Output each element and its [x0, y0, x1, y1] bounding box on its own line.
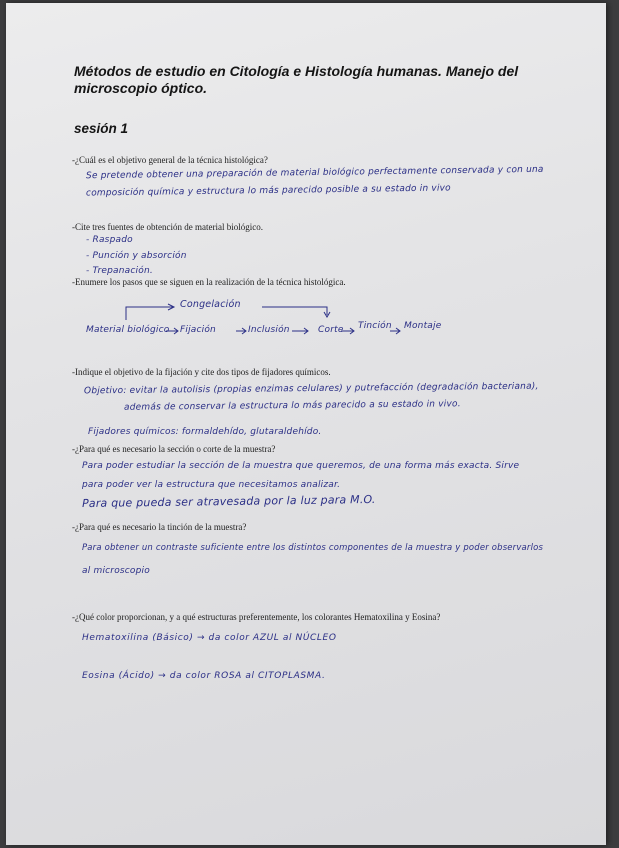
- question-2: -Cite tres fuentes de obtención de material biológico.: [72, 222, 263, 232]
- answer-7-line-2: Eosina (Ácido) → da color ROSA al CITOPLASMA.: [82, 671, 326, 681]
- session-heading: sesión 1: [74, 121, 129, 136]
- question-1: -¿Cuál es el objetivo general de la técnica histológica?: [72, 155, 268, 165]
- worksheet-page: [6, 3, 606, 845]
- answer-1-line-1: Se pretende obtener una preparación de material biológico perfectamente conservada y con una: [85, 164, 544, 182]
- answer-2-item-3: - Trepanación.: [86, 266, 153, 276]
- flow-step-montaje: Montaje: [404, 321, 442, 331]
- flow-step-material: Material biológico: [86, 325, 170, 335]
- answer-5-line-2: para poder ver la estructura que necesitamos analizar.: [82, 480, 341, 490]
- flow-step-inclusion: Inclusión: [248, 325, 290, 335]
- answer-2-item-2: - Punción y absorción: [86, 251, 187, 261]
- answer-6-line-2: al microscopio: [82, 566, 150, 576]
- answer-4-line-3: Fijadores químicos: formaldehído, glutaraldehído.: [88, 427, 322, 437]
- question-5: -¿Para qué es necesario la sección o corte de la muestra?: [72, 444, 276, 454]
- flow-step-tincion: Tinción: [358, 321, 392, 331]
- answer-6-line-1: Para obtener un contraste suficiente entre los distintos componentes de la muestra y poder observarlos: [82, 543, 544, 553]
- page-title: Métodos de estudio en Citología e Histología humanas. Manejo del microscopio óptico.: [74, 63, 519, 96]
- question-7: -¿Qué color proporcionan, y a qué estructuras preferentemente, los colorantes Hematoxilina y Eosina?: [72, 612, 441, 622]
- answer-5-line-3: Para que pueda ser atravesada por la luz para M.O.: [81, 492, 376, 511]
- question-6: -¿Para qué es necesario la tinción de la muestra?: [72, 522, 247, 532]
- flow-branch-congelacion: Congelación: [180, 299, 241, 310]
- answer-2-item-1: - Raspado: [86, 235, 133, 245]
- answer-7-line-1: Hematoxilina (Básico) → da color AZUL al NÚCLEO: [82, 633, 337, 643]
- answer-4-line-1: Objetivo: evitar la autolisis (propias enzimas celulares) y putrefacción (degradación bacteriana),: [83, 381, 539, 397]
- flow-step-fijacion: Fijación: [180, 325, 216, 335]
- technique-flow-arrows: [82, 293, 522, 343]
- question-4: -Indique el objetivo de la fijación y cite dos tipos de fijadores químicos.: [72, 367, 331, 377]
- answer-4-line-2: además de conservar la estructura lo más parecido a su estado in vivo.: [123, 399, 461, 413]
- flow-step-corte: Corte: [318, 325, 344, 335]
- answer-1-line-2: composición química y estructura lo más parecido posible a su estado in vivo: [85, 183, 451, 199]
- question-3: -Enumere los pasos que se siguen en la realización de la técnica histológica.: [72, 277, 346, 287]
- answer-5-line-1: Para poder estudiar la sección de la muestra que queremos, de una forma más exacta. Sirve: [82, 461, 520, 471]
